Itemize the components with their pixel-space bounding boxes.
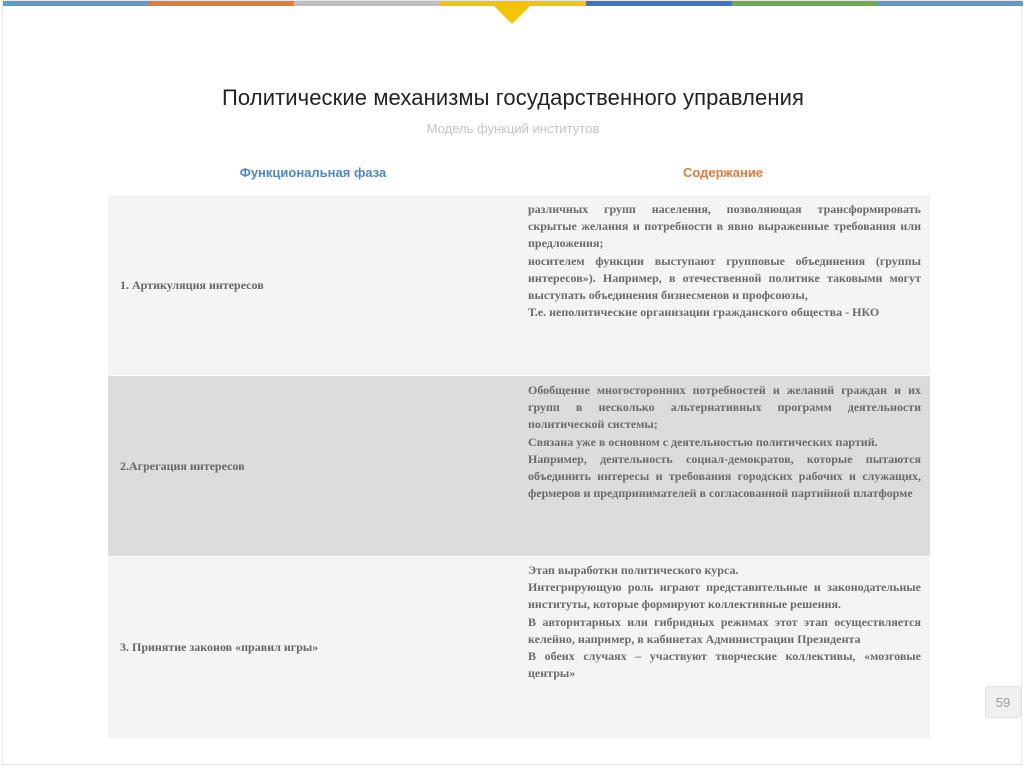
content-paragraph: Например, деятельность социал-демократов, которые пытаются объединить интересы и требования городских рабочих и служащих, фермеров и предпринимателей в согласованной партийной платформе bbox=[528, 451, 921, 501]
table-row bbox=[108, 195, 930, 375]
content-paragraph: носителем функции выступают групповые объединения (группы интересов»). Например, в отечественной политике таковыми могут выступать объединения бизнесменов и профсоюзы, bbox=[528, 253, 921, 303]
content-paragraph: различных групп населения, позволяющая трансформировать скрытые желания и потребности в явно выраженные требования или предложения; bbox=[528, 202, 921, 251]
content-paragraph: Интегрирующую роль играют представительные и законодательные институты, которые формируют коллективные решения. bbox=[528, 580, 921, 612]
content-paragraph: В авторитарных или гибридных режимах этот этап осуществляется келейно, например, в кабинетах Администрации Президента bbox=[528, 614, 921, 646]
phase-cell: 2.Агрегация интересов bbox=[120, 458, 245, 473]
content-paragraph: Этап выработки политического курса. bbox=[528, 563, 739, 577]
content-cell bbox=[528, 195, 921, 321]
slide bbox=[2, 0, 1022, 765]
triangle-marker-icon bbox=[494, 6, 530, 24]
content-cell bbox=[528, 376, 921, 502]
color-bar-segment bbox=[294, 1, 440, 6]
content-paragraph: Связана уже в основном с деятельностью политических партий. bbox=[528, 434, 878, 449]
content-paragraph: В обеих случаях – участвуют творческие коллективы, «мозговые центры» bbox=[528, 649, 921, 681]
color-bar-segment bbox=[149, 1, 295, 6]
page-subtitle: Модель функций институтов bbox=[426, 121, 600, 136]
phase-cell: 1. Артикуляция интересов bbox=[120, 277, 264, 292]
column-header-content: Содержание bbox=[682, 165, 764, 180]
content-paragraph: Обобщение многосторонних потребностей и желаний граждан и их групп в несколько альтернативных программ деятельности политической системы; bbox=[528, 383, 921, 432]
table-row bbox=[108, 557, 930, 738]
phase-cell: 3. Принятие законов «правил игры» bbox=[120, 640, 319, 654]
color-bar-segment bbox=[586, 1, 732, 6]
content-cell bbox=[528, 557, 921, 682]
color-bar-segment bbox=[732, 1, 878, 6]
page-title: Политические механизмы государственного управления bbox=[222, 85, 804, 110]
page-number: 59 bbox=[985, 686, 1021, 718]
color-bar-segment bbox=[877, 1, 1023, 6]
column-header-phase: Функциональная фаза bbox=[239, 165, 387, 180]
content-paragraph: Т.е. неполитические организации гражданского общества - НКО bbox=[528, 305, 880, 320]
color-bar-segment bbox=[3, 1, 149, 6]
table-row bbox=[108, 376, 930, 556]
